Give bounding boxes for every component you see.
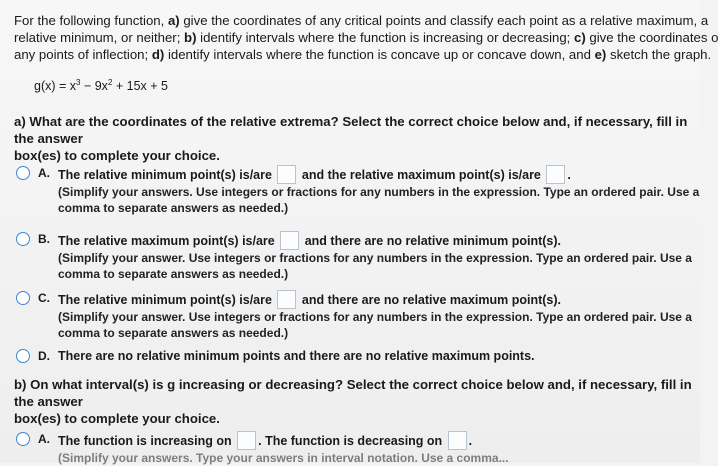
intro-line-3 [14, 46, 712, 63]
question-a-line-1: a) What are the coordinates of the relative extrema? Select the correct choice below and, if necessary, fill in the answer [14, 114, 688, 146]
choice-letter: A. [38, 432, 50, 446]
question-b-line-2: box(es) to complete your choice. [14, 411, 220, 426]
choice-hint: (Simplify your answer. Use integers or fractions for any numbers in the expression. Type an ordered pair. Use a [58, 310, 692, 324]
intro-text: sketch the graph. [606, 47, 712, 62]
part-label: e) [594, 47, 607, 62]
choice-text: The relative minimum point(s) is/are [58, 168, 272, 182]
part-label: a) [167, 13, 180, 28]
intro-line-2 [14, 29, 718, 46]
intro-text: give the coordinates of any critical points and classify each point as a relative maximum, a [179, 13, 709, 28]
choice-b-radio[interactable] [16, 232, 30, 246]
answer-box-max-points[interactable] [280, 231, 299, 250]
intro-text: any points of inflection; [14, 47, 152, 62]
choice-text: There are no relative minimum points and there are no relative maximum points. [58, 349, 535, 363]
choice-text: . [468, 434, 473, 448]
part-label: c) [574, 30, 586, 45]
part-b-choice-a-radio[interactable] [16, 432, 30, 446]
choice-hint: comma to separate answers as needed.) [58, 267, 289, 281]
choice-hint: (Simplify your answers. Use integers or fractions for any numbers in the expression. Type an ordered pair. Use a [58, 185, 700, 199]
choice-text: The relative minimum point(s) is/are [58, 293, 272, 307]
intro-text: give the coordinates o [585, 30, 718, 45]
answer-box-max-points[interactable] [546, 165, 565, 184]
question-b-line-1: b) On what interval(s) is g increasing or decreasing? Select the correct choice below and, if necessary, fill in the answer [14, 377, 692, 409]
choice-d-radio[interactable] [16, 349, 30, 363]
choice-letter: B. [38, 232, 50, 246]
formula-exponent: 2 [107, 78, 113, 87]
choice-letter: D. [38, 349, 50, 363]
choice-text: The function is increasing on [58, 434, 232, 448]
question-a-prompt [14, 113, 700, 164]
intro-text: For the following function, [14, 13, 168, 28]
choice-text: The relative maximum point(s) is/are [58, 234, 275, 248]
intro-text: identify intervals where the function is concave up or concave down, and [164, 47, 595, 62]
choice-text: and there are no relative minimum point(s). [304, 234, 562, 248]
intro-text: relative minimum, or neither; [14, 30, 185, 45]
answer-box-increasing-interval[interactable] [237, 431, 256, 450]
part-label: d) [151, 47, 165, 62]
question-b-prompt [14, 376, 700, 427]
choice-text: . The function is decreasing on [258, 434, 443, 448]
choice-hint: comma to separate answers as needed.) [58, 326, 289, 340]
formula-text: g(x) = x [34, 79, 77, 94]
choice-text: and the relative maximum point(s) is/are [301, 168, 541, 182]
answer-box-min-points[interactable] [277, 290, 296, 309]
answer-box-min-points[interactable] [277, 165, 296, 184]
choice-hint: comma to separate answers as needed.) [58, 201, 289, 215]
formula-text: − 9x [80, 79, 108, 94]
formula-text: + 15x + 5 [112, 79, 168, 94]
choice-text: . [567, 168, 571, 182]
choice-hint: (Simplify your answer. Use integers or fractions for any numbers in the expression. Type an ordered pair. Use a [58, 251, 692, 265]
function-formula [34, 78, 168, 93]
problem-statement [14, 12, 718, 63]
choice-text: and there are no relative maximum point(s). [301, 293, 562, 307]
intro-text: identify intervals where the function is increasing or decreasing; [196, 30, 574, 45]
formula-exponent: 3 [76, 78, 81, 87]
part-label: b) [184, 30, 197, 45]
choice-c-radio[interactable] [16, 291, 30, 305]
choice-a-radio[interactable] [16, 166, 30, 180]
choice-hint: (Simplify your answers. Type your answers in interval notation. Use a comma... [58, 451, 509, 465]
question-a-line-2: box(es) to complete your choice. [14, 148, 220, 163]
choice-letter: A. [38, 166, 50, 180]
answer-box-decreasing-interval[interactable] [448, 431, 467, 450]
choice-letter: C. [38, 291, 50, 305]
intro-line-1 [14, 12, 709, 29]
